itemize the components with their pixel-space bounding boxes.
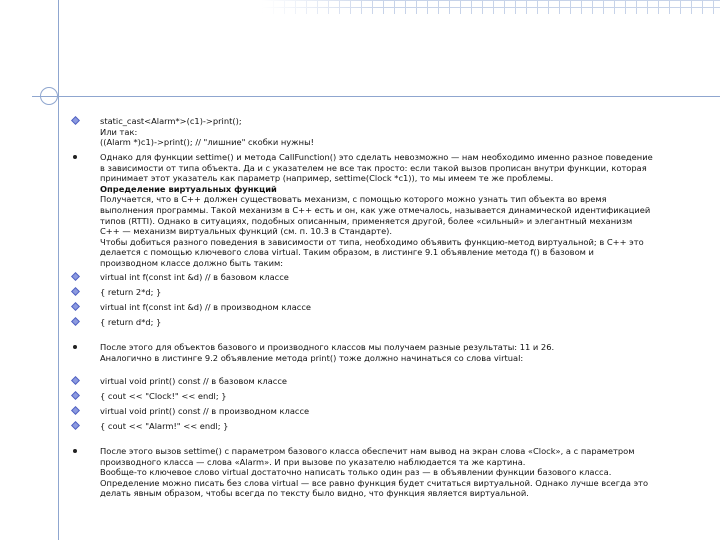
- text-line: static_cast<Alarm*>(c1)->print();: [100, 116, 242, 126]
- list-item: [100, 342, 685, 363]
- list-item: [100, 376, 685, 387]
- list-item: [100, 421, 685, 432]
- text-line: После этого для объектов базового и производного классов мы получаем разные результаты: 11 и 26.: [100, 342, 555, 352]
- text-line: выполнения программы. Такой механизм в С++ есть и он, как уже отмечалось, называется динамической идентификацией: [100, 204, 651, 215]
- diamond-bullet-icon: [71, 302, 80, 311]
- diamond-bullet-icon: [71, 287, 80, 296]
- dot-bullet-icon: [73, 155, 77, 159]
- diamond-bullet-icon: [71, 406, 80, 415]
- text-line: Или так:: [100, 126, 138, 137]
- list-item: [100, 287, 685, 298]
- diamond-bullet-icon: [71, 317, 80, 326]
- text-line: типов (RTTI). Однако в ситуациях, подобных описанным, применяется другой, более «сильный» и элегантный механизм: [100, 215, 633, 226]
- text-line: { return 2*d; }: [100, 287, 162, 297]
- text-line: Получается, что в С++ должен существовать механизм, с помощью которого можно узнать тип объекта во время: [100, 194, 607, 205]
- text-line: { cout << "Alarm!" << endl; }: [100, 421, 229, 431]
- text-line: С++ — механизм виртуальных функций (см. п. 10.3 в Стандарте).: [100, 226, 393, 237]
- list-item: [100, 116, 685, 148]
- text-line: в зависимости от типа объекта. Да и с указателем не все так просто: если такой вызов прописан внутри функции, которая: [100, 162, 647, 173]
- text-line: { cout << "Clock!" << endl; }: [100, 391, 227, 401]
- text-line: Вообще-то ключевое слово virtual достаточно написать только один раз — в объявлении функции базового класса.: [100, 467, 612, 478]
- text-line: После этого вызов settime() с параметром базового класса обеспечит нам вывод на экран слова «Clock», а с параметром: [100, 446, 635, 456]
- text-line: Однако для функции settime() и метода CallFunction() это сделать невозможно — нам необходимо именно разное поведение: [100, 152, 653, 162]
- text-line: принимает этот указатель как параметр (например, settime(Clock *c1)), то мы имеем те же проблемы.: [100, 173, 554, 184]
- section-heading: Определение виртуальных функций: [100, 183, 277, 194]
- text-line: Определение можно писать без слова virtual — все равно функция будет считаться виртуальной. Однако лучше всегда это: [100, 477, 649, 488]
- text-line: делается с помощью ключевого слова virtual. Таким образом, в листинге 9.1 объявление метода f() в базовом и: [100, 247, 594, 258]
- text-line: Чтобы добиться разного поведения в зависимости от типа, необходимо объявить функцию-метод виртуальной; в С++ это: [100, 236, 644, 247]
- text-line: производном классе должно быть таким:: [100, 257, 284, 268]
- list-item: [100, 317, 685, 328]
- text-line: virtual int f(const int &d) // в базовом классе: [100, 272, 289, 282]
- text-line: производного класса — слова «Alarm». И при вызове по указателю наблюдается та же картина.: [100, 456, 526, 467]
- text-line: Аналогично в листинге 9.2 объявление метода print() тоже должно начинаться со слова virtual:: [100, 352, 524, 363]
- list-item: [100, 152, 685, 269]
- text-line: { return d*d; }: [100, 317, 162, 327]
- list-item: [100, 406, 685, 417]
- list-item: [100, 272, 685, 283]
- list-item: [100, 446, 685, 499]
- text-line: делать явным образом, чтобы всегда по тексту было видно, что функция является виртуальной.: [100, 488, 529, 499]
- diamond-bullet-icon: [71, 391, 80, 400]
- diamond-bullet-icon: [71, 421, 80, 430]
- list-item: [100, 302, 685, 313]
- diamond-bullet-icon: [71, 272, 80, 281]
- diamond-bullet-icon: [71, 376, 80, 385]
- diamond-bullet-icon: [71, 116, 80, 125]
- dot-bullet-icon: [73, 449, 77, 453]
- text-line: virtual void print() const // в базовом классе: [100, 376, 288, 386]
- text-line: ((Alarm *)c1)->print(); // "лишние" скобки нужны!: [100, 137, 314, 148]
- text-line: virtual void print() const // в производном классе: [100, 406, 310, 416]
- dot-bullet-icon: [73, 345, 77, 349]
- list-item: [100, 391, 685, 402]
- text-line: virtual int f(const int &d) // в производном классе: [100, 302, 312, 312]
